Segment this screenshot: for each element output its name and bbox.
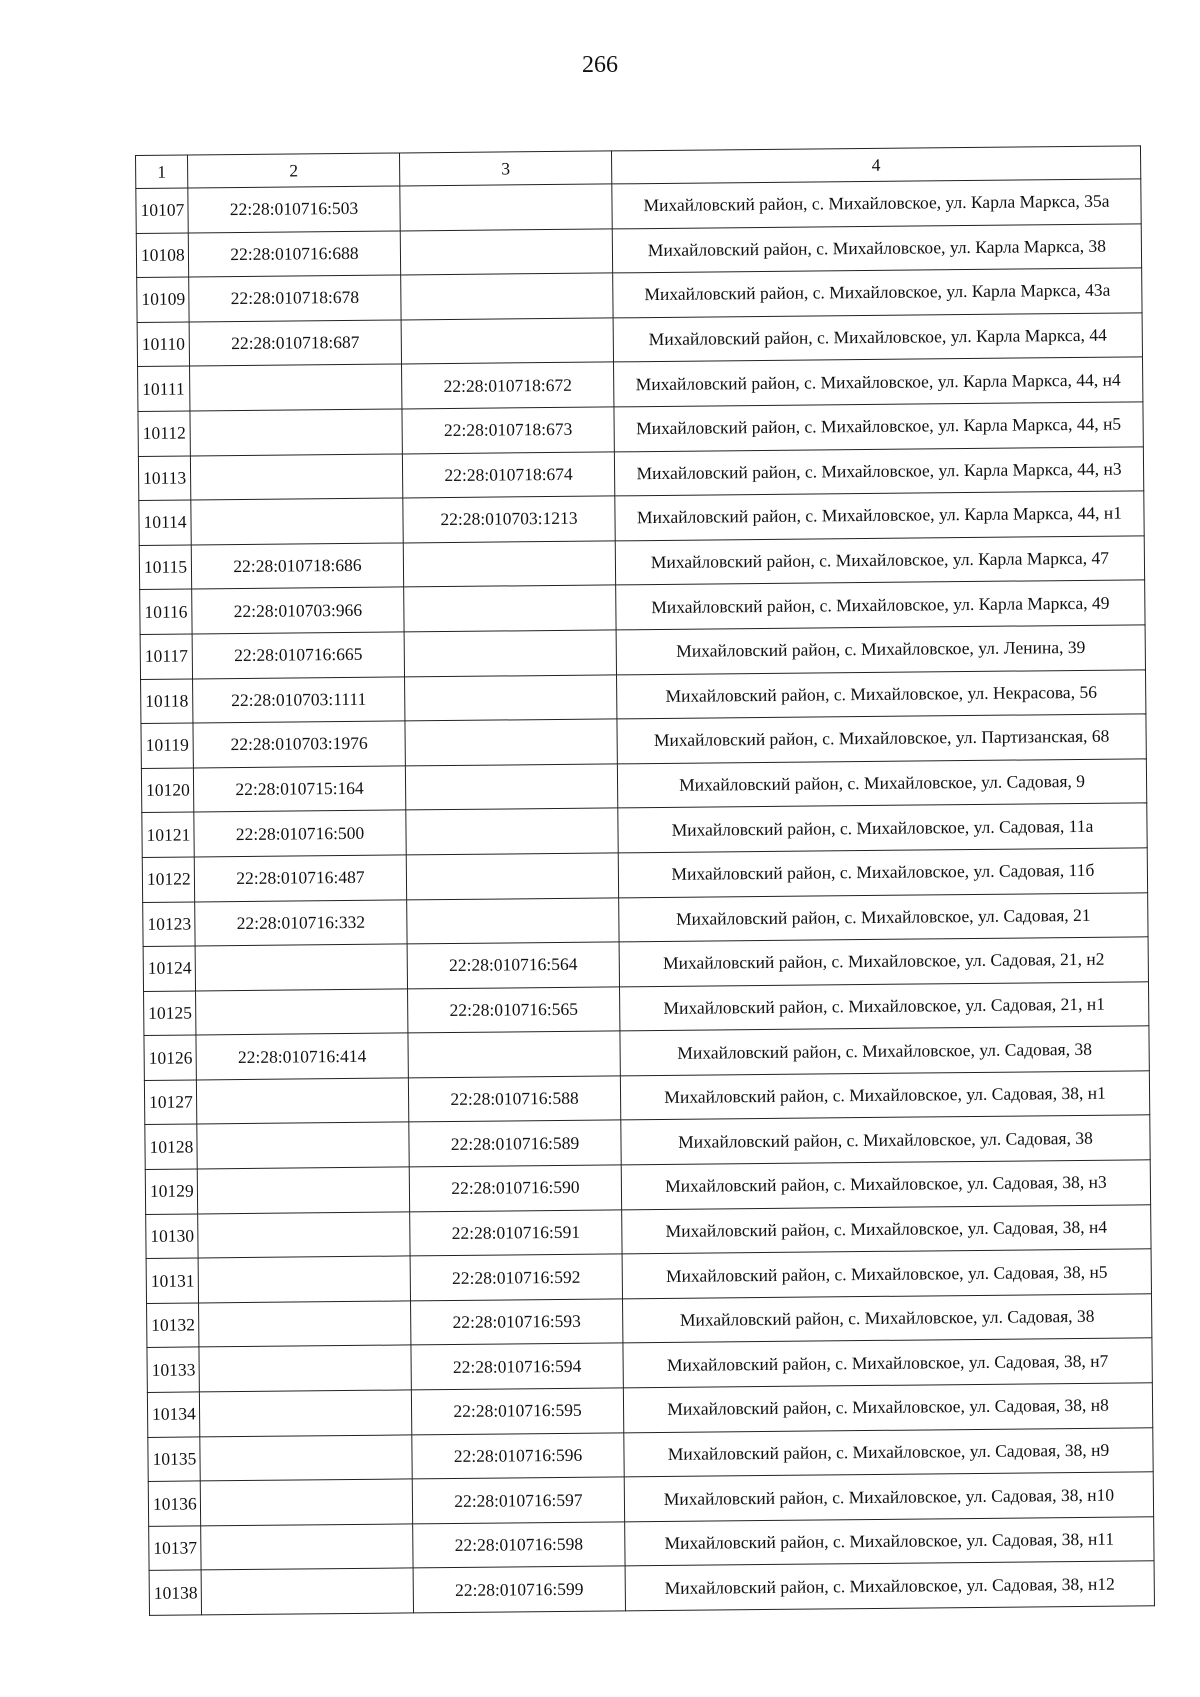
cadastral-number-cell: 22:28:010703:1111: [193, 676, 405, 723]
address-cell: Михайловский район, с. Михайловское, ул. Садовая, 38, н8: [623, 1383, 1152, 1433]
address-cell: Михайловский район, с. Михайловское, ул. Садовая, 38, н1: [620, 1071, 1149, 1121]
address-cell: Михайловский район, с. Михайловское, ул. Карла Маркса, 44, н5: [614, 402, 1143, 452]
cadastral-number-cell: 22:28:010716:414: [196, 1033, 408, 1080]
row-number-cell: 10117: [140, 634, 192, 679]
row-number-cell: 10119: [141, 723, 193, 768]
cadastral-number-cell: [195, 944, 407, 991]
address-cell: Михайловский район, с. Михайловское, ул. Ленина, 39: [616, 625, 1145, 675]
address-cell: Михайловский район, с. Михайловское, ул. Садовая, 38, н5: [622, 1249, 1151, 1299]
related-cadastral-number-cell: [404, 630, 616, 677]
address-cell: Михайловский район, с. Михайловское, ул. Карла Маркса, 47: [615, 536, 1144, 586]
related-cadastral-number-cell: 22:28:010716:592: [410, 1254, 622, 1301]
address-cell: Михайловский район, с. Михайловское, ул. Садовая, 11а: [618, 803, 1147, 853]
row-number-cell: 10123: [143, 901, 195, 946]
address-cell: Михайловский район, с. Михайловское, ул. Садовая, 38, н11: [625, 1517, 1154, 1567]
cadastral-number-cell: [190, 364, 402, 411]
cadastral-number-cell: [190, 409, 402, 456]
address-cell: Михайловский район, с. Михайловское, ул. Садовая, 38: [620, 1026, 1149, 1076]
related-cadastral-number-cell: 22:28:010716:594: [411, 1343, 623, 1390]
related-cadastral-number-cell: 22:28:010718:674: [402, 451, 614, 498]
address-cell: Михайловский район, с. Михайловское, ул. Садовая, 21: [619, 892, 1148, 942]
address-cell: Михайловский район, с. Михайловское, ул. Садовая, 38, н9: [624, 1427, 1153, 1477]
row-number-cell: 10111: [138, 366, 190, 411]
related-cadastral-number-cell: [405, 719, 617, 766]
address-cell: Михайловский район, с. Михайловское, ул. Карла Маркса, 44: [613, 313, 1142, 363]
row-number-cell: 10130: [146, 1214, 198, 1259]
related-cadastral-number-cell: [404, 585, 616, 632]
address-cell: Михайловский район, с. Михайловское, ул. Карла Маркса, 44, н3: [614, 446, 1143, 496]
address-cell: Михайловский район, с. Михайловское, ул. Садовая, 38: [623, 1294, 1152, 1344]
cadastral-number-cell: [190, 454, 402, 501]
related-cadastral-number-cell: [405, 764, 617, 811]
table-row: [149, 1561, 1154, 1615]
related-cadastral-number-cell: 22:28:010716:565: [408, 987, 620, 1034]
column-header-3: 3: [399, 151, 611, 186]
row-number-cell: 10133: [147, 1347, 199, 1392]
cadastral-number-cell: 22:28:010703:1976: [193, 721, 405, 768]
related-cadastral-number-cell: [401, 273, 613, 320]
column-header-1: 1: [136, 155, 188, 188]
related-cadastral-number-cell: 22:28:010716:598: [413, 1522, 625, 1569]
row-number-cell: 10129: [145, 1169, 197, 1214]
address-cell: Михайловский район, с. Михайловское, ул. Садовая, 38, н10: [624, 1472, 1153, 1522]
row-number-cell: 10114: [139, 500, 191, 545]
related-cadastral-number-cell: 22:28:010718:673: [402, 407, 614, 454]
related-cadastral-number-cell: 22:28:010716:590: [409, 1165, 621, 1212]
cadastral-number-cell: [197, 1167, 409, 1214]
address-cell: Михайловский район, с. Михайловское, ул. Садовая, 38, н7: [623, 1338, 1152, 1388]
cadastral-number-cell: [201, 1568, 413, 1615]
cadastral-number-cell: 22:28:010718:678: [189, 275, 401, 322]
cadastral-number-cell: 22:28:010716:500: [194, 810, 406, 857]
address-cell: Михайловский район, с. Михайловское, ул. Партизанская, 68: [617, 714, 1146, 764]
cadastral-number-cell: [198, 1256, 410, 1303]
cadastral-number-cell: [196, 1078, 408, 1125]
cadastral-number-cell: [200, 1435, 412, 1482]
row-number-cell: 10110: [137, 322, 189, 367]
related-cadastral-number-cell: 22:28:010703:1213: [403, 496, 615, 543]
column-header-2: 2: [188, 153, 400, 188]
row-number-cell: 10126: [144, 1035, 196, 1080]
related-cadastral-number-cell: [405, 674, 617, 721]
cadastral-number-cell: [199, 1345, 411, 1392]
row-number-cell: 10120: [141, 768, 193, 813]
cadastral-number-cell: 22:28:010715:164: [193, 766, 405, 813]
cadastral-number-cell: [191, 498, 403, 545]
cadastral-number-cell: [196, 989, 408, 1036]
cadastral-number-cell: [201, 1524, 413, 1571]
related-cadastral-number-cell: 22:28:010716:589: [409, 1120, 621, 1167]
related-cadastral-number-cell: [401, 318, 613, 365]
related-cadastral-number-cell: 22:28:010716:599: [413, 1566, 625, 1613]
row-number-cell: 10121: [142, 812, 194, 857]
cadastral-number-cell: [200, 1479, 412, 1526]
address-cell: Михайловский район, с. Михайловское, ул. Садовая, 11б: [618, 848, 1147, 898]
row-number-cell: 10125: [144, 991, 196, 1036]
cadastral-number-cell: [198, 1212, 410, 1259]
address-cell: Михайловский район, с. Михайловское, ул. Садовая, 9: [617, 759, 1146, 809]
cadastral-number-cell: [197, 1122, 409, 1169]
related-cadastral-number-cell: 22:28:010716:597: [412, 1477, 624, 1524]
cadastral-number-cell: 22:28:010718:686: [191, 543, 403, 590]
row-number-cell: 10137: [149, 1526, 201, 1571]
cadastral-number-cell: 22:28:010716:688: [188, 231, 400, 278]
row-number-cell: 10136: [148, 1481, 200, 1526]
related-cadastral-number-cell: 22:28:010718:672: [402, 362, 614, 409]
row-number-cell: 10116: [140, 589, 192, 634]
related-cadastral-number-cell: [400, 229, 612, 276]
address-cell: Михайловский район, с. Михайловское, ул. Садовая, 38: [621, 1115, 1150, 1165]
address-cell: Михайловский район, с. Михайловское, ул. Карла Маркса, 49: [616, 580, 1145, 630]
related-cadastral-number-cell: [403, 541, 615, 588]
row-number-cell: 10107: [136, 188, 188, 233]
address-cell: Михайловский район, с. Михайловское, ул. Карла Маркса, 35а: [612, 179, 1141, 229]
related-cadastral-number-cell: 22:28:010716:595: [411, 1388, 623, 1435]
address-cell: Михайловский район, с. Михайловское, ул. Садовая, 38, н12: [625, 1561, 1154, 1611]
row-number-cell: 10113: [138, 456, 190, 501]
row-number-cell: 10115: [139, 545, 191, 590]
row-number-cell: 10135: [148, 1437, 200, 1482]
related-cadastral-number-cell: [406, 808, 618, 855]
address-cell: Михайловский район, с. Михайловское, ул. Садовая, 38, н4: [622, 1204, 1151, 1254]
related-cadastral-number-cell: 22:28:010716:591: [410, 1210, 622, 1257]
row-number-cell: 10134: [147, 1392, 199, 1437]
row-number-cell: 10112: [138, 411, 190, 456]
cadastral-number-cell: [199, 1301, 411, 1348]
related-cadastral-number-cell: [406, 853, 618, 900]
related-cadastral-number-cell: [408, 1031, 620, 1078]
table-body: [136, 179, 1155, 1616]
related-cadastral-number-cell: [400, 184, 612, 231]
address-cell: Михайловский район, с. Михайловское, ул. Карла Маркса, 44, н4: [614, 357, 1143, 407]
related-cadastral-number-cell: 22:28:010716:564: [407, 942, 619, 989]
row-number-cell: 10108: [136, 233, 188, 278]
cadastral-number-cell: 22:28:010716:665: [192, 632, 404, 679]
cadastral-number-cell: 22:28:010716:503: [188, 186, 400, 233]
row-number-cell: 10132: [147, 1303, 199, 1348]
cadastral-number-cell: 22:28:010716:332: [195, 899, 407, 946]
address-cell: Михайловский район, с. Михайловское, ул. Некрасова, 56: [617, 669, 1146, 719]
address-cell: Михайловский район, с. Михайловское, ул. Карла Маркса, 38: [612, 223, 1141, 273]
cadastral-number-cell: 22:28:010716:487: [194, 855, 406, 902]
address-cell: Михайловский район, с. Михайловское, ул. Садовая, 38, н3: [621, 1160, 1150, 1210]
cadastral-number-cell: [199, 1390, 411, 1437]
related-cadastral-number-cell: 22:28:010716:593: [411, 1299, 623, 1346]
row-number-cell: 10128: [145, 1124, 197, 1169]
address-cell: Михайловский район, с. Михайловское, ул. Садовая, 21, н2: [619, 937, 1148, 987]
row-number-cell: 10109: [137, 277, 189, 322]
row-number-cell: 10131: [146, 1258, 198, 1303]
address-cell: Михайловский район, с. Михайловское, ул. Карла Маркса, 43а: [613, 268, 1142, 318]
related-cadastral-number-cell: 22:28:010716:596: [412, 1432, 624, 1479]
page-number: 266: [582, 52, 618, 78]
row-number-cell: 10138: [149, 1570, 201, 1615]
related-cadastral-number-cell: [407, 897, 619, 944]
address-cell: Михайловский район, с. Михайловское, ул. Карла Маркса, 44, н1: [615, 491, 1144, 541]
cadastral-number-cell: 22:28:010703:966: [192, 587, 404, 634]
address-cell: Михайловский район, с. Михайловское, ул. Садовая, 21, н1: [620, 981, 1149, 1031]
registry-table: [135, 145, 1155, 1616]
cadastral-number-cell: 22:28:010718:687: [189, 320, 401, 367]
related-cadastral-number-cell: 22:28:010716:588: [408, 1076, 620, 1123]
row-number-cell: 10127: [144, 1080, 196, 1125]
row-number-cell: 10118: [141, 679, 193, 724]
column-header-4: 4: [611, 146, 1140, 184]
row-number-cell: 10124: [143, 946, 195, 991]
row-number-cell: 10122: [142, 857, 194, 902]
